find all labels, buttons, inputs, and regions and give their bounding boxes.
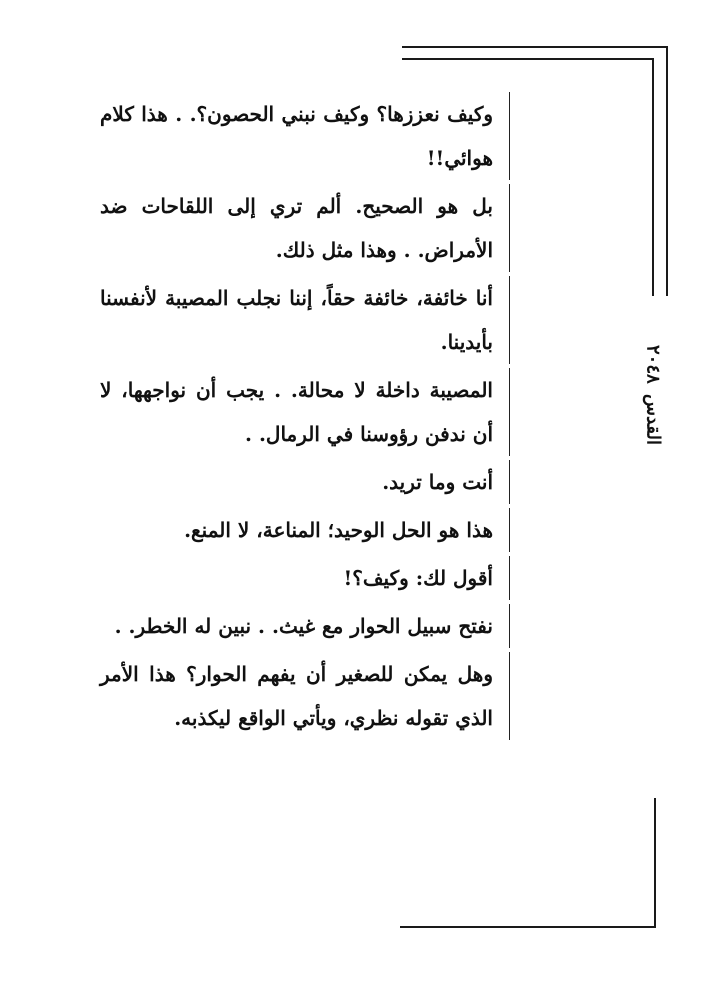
- running-head: [636, 300, 670, 490]
- running-head-title: القدس: [642, 393, 664, 445]
- frame-right-lower: [654, 798, 656, 928]
- frame-bottom: [400, 926, 656, 928]
- paragraph: نفتح سبيل الحوار مع غيث. . نبين له الخطر. .: [100, 604, 510, 648]
- running-head-year: ٢٠٤٨: [642, 345, 664, 384]
- frame-right-inner: [652, 58, 654, 296]
- paragraph: وكيف نعززها؟ وكيف نبني الحصون؟. . هذا كلام هوائي!!: [100, 92, 510, 180]
- frame-top-outer: [402, 46, 668, 48]
- frame-right-outer: [666, 46, 668, 296]
- paragraph: وهل يمكن للصغير أن يفهم الحوار؟ هذا الأمر الذي تقوله نظري، ويأتي الواقع ليكذبه.: [100, 652, 510, 740]
- paragraph: أنا خائفة، خائفة حقاً، إننا نجلب المصيبة لأنفسنا بأيدينا.: [100, 276, 510, 364]
- paragraph: المصيبة داخلة لا محالة. . يجب أن نواجهها، لا أن ندفن رؤوسنا في الرمال. .: [100, 368, 510, 456]
- paragraph: أقول لك: وكيف؟!: [100, 556, 510, 600]
- paragraph: بل هو الصحيح. ألم تري إلى اللقاحات ضد الأمراض. . وهذا مثل ذلك.: [100, 184, 510, 272]
- frame-top-inner: [402, 58, 654, 60]
- paragraph: هذا هو الحل الوحيد؛ المناعة، لا المنع.: [100, 508, 510, 552]
- text-column: [100, 92, 510, 744]
- paragraph: أنت وما تريد.: [100, 460, 510, 504]
